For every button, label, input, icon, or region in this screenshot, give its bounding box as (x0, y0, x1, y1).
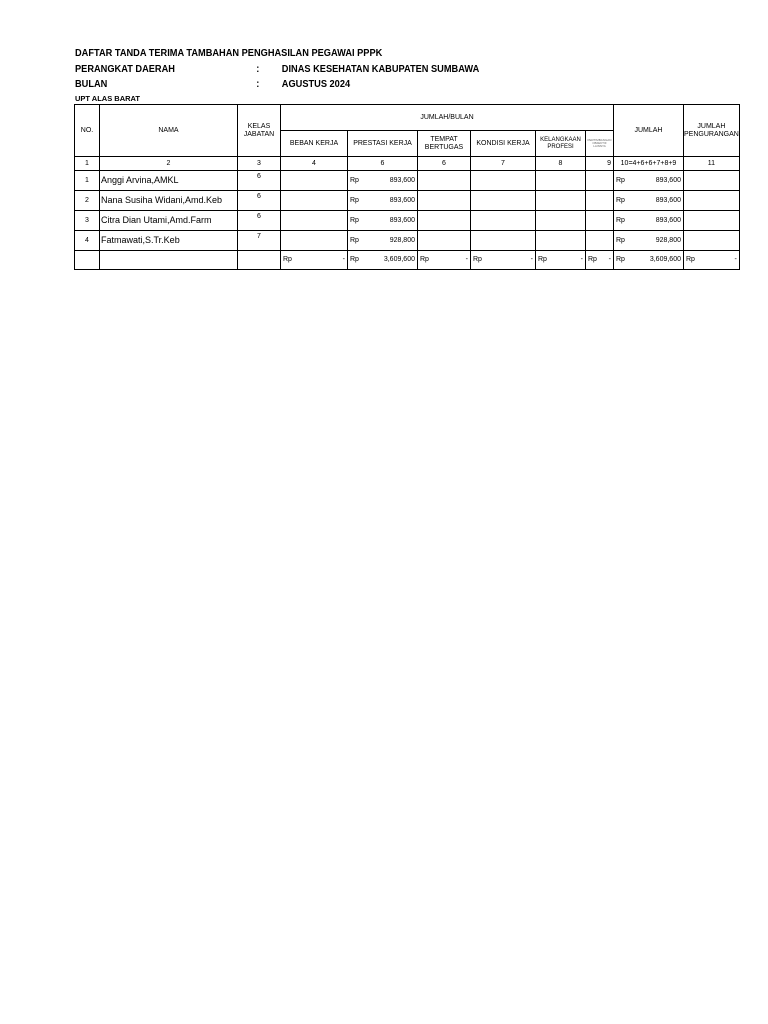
row-kelas: 6 (238, 191, 281, 211)
row-beban (281, 191, 348, 211)
col-number: 6 (348, 157, 418, 171)
row-pertimbangan (586, 211, 614, 231)
header-no: NO. (75, 105, 100, 157)
row-jumlah (614, 171, 684, 191)
header-jumlah-bulan: JUMLAH/BULAN (281, 105, 614, 131)
amount: 928,800 (389, 236, 415, 244)
row-beban (281, 171, 348, 191)
row-pengurangan (684, 231, 740, 251)
total-pertimbangan (586, 251, 614, 270)
currency: Rp (350, 256, 359, 264)
header-pengurangan: JUMLAH PENGURANGAN (684, 105, 740, 157)
row-kelangkaan (536, 231, 586, 251)
bulan-label: BULAN (75, 78, 108, 90)
currency: Rp (420, 256, 429, 264)
row-kelangkaan (536, 211, 586, 231)
row-pengurangan (684, 191, 740, 211)
currency: Rp (473, 256, 482, 264)
amount: 928,800 (655, 236, 681, 244)
amount: - (530, 256, 533, 264)
amount: - (342, 256, 345, 264)
col-number: 8 (536, 157, 586, 171)
currency: Rp (538, 256, 547, 264)
row-kondisi (471, 211, 536, 231)
header-nama: NAMA (100, 105, 238, 157)
row-tempat (418, 231, 471, 251)
row-no: 2 (75, 191, 100, 211)
row-beban (281, 211, 348, 231)
currency: Rp (616, 236, 625, 244)
amount: 3,609,600 (383, 256, 415, 264)
header-pertimbangan: PERTIMBANGAN OBJEKTIF LAINNYA (586, 131, 614, 157)
row-jumlah (614, 231, 684, 251)
header-prestasi: PRESTASI KERJA (348, 131, 418, 157)
total-kelas (238, 251, 281, 270)
amount: 893,600 (655, 216, 681, 224)
col-number: 2 (100, 157, 238, 171)
bulan-value: AGUSTUS 2024 (281, 78, 351, 90)
row-tempat (418, 211, 471, 231)
row-prestasi (348, 171, 418, 191)
row-pengurangan (684, 211, 740, 231)
row-no: 1 (75, 171, 100, 191)
currency: Rp (616, 176, 625, 184)
amount: 893,600 (389, 216, 415, 224)
row-kelas: 6 (238, 171, 281, 191)
col-number: 4 (281, 157, 348, 171)
row-no: 3 (75, 211, 100, 231)
row-pertimbangan (586, 171, 614, 191)
amount: - (734, 256, 737, 264)
total-no (75, 251, 100, 270)
bulan-colon: : (256, 78, 260, 90)
row-nama: Nana Susiha Widani,Amd.Keb (100, 191, 238, 211)
perangkat-label: PERANGKAT DAERAH (75, 63, 175, 75)
row-prestasi (348, 231, 418, 251)
row-beban (281, 231, 348, 251)
amount: 893,600 (655, 196, 681, 204)
col-number: 6 (418, 157, 471, 171)
row-pertimbangan (586, 191, 614, 211)
total-beban (281, 251, 348, 270)
currency: Rp (350, 196, 359, 204)
amount: 893,600 (389, 176, 415, 184)
tpp-table (74, 104, 740, 270)
total-tempat (418, 251, 471, 270)
row-prestasi (348, 211, 418, 231)
currency: Rp (283, 256, 292, 264)
col-number: 1 (75, 157, 100, 171)
row-jumlah (614, 191, 684, 211)
header-tempat: TEMPAT BERTUGAS (418, 131, 471, 157)
total-row (75, 251, 740, 270)
total-jumlah (614, 251, 684, 270)
row-kelangkaan (536, 171, 586, 191)
row-pertimbangan (586, 231, 614, 251)
col-number: 3 (238, 157, 281, 171)
column-number-row (75, 157, 740, 171)
perangkat-colon: : (256, 63, 260, 75)
header-jumlah: JUMLAH (614, 105, 684, 157)
col-number: 7 (471, 157, 536, 171)
amount: - (465, 256, 468, 264)
row-prestasi (348, 191, 418, 211)
total-pengurangan (684, 251, 740, 270)
total-prestasi (348, 251, 418, 270)
row-jumlah (614, 211, 684, 231)
total-kelangkaan (536, 251, 586, 270)
col-number: 11 (684, 157, 740, 171)
row-kondisi (471, 191, 536, 211)
currency: Rp (616, 216, 625, 224)
header-kelangkaan: KELANGKAAN PROFESI (536, 131, 586, 157)
amount: 3,609,600 (649, 256, 681, 264)
currency: Rp (686, 256, 695, 264)
total-nama (100, 251, 238, 270)
currency: Rp (350, 176, 359, 184)
table-row (75, 171, 740, 191)
title-text: DAFTAR TANDA TERIMA TAMBAHAN PENGHASILAN PEGAWAI PPPK (75, 47, 383, 59)
table-row (75, 191, 740, 211)
upt-label: UPT ALAS BARAT (75, 94, 140, 103)
row-nama: Citra Dian Utami,Amd.Farm (100, 211, 238, 231)
table-row (75, 231, 740, 251)
currency: Rp (350, 236, 359, 244)
row-kelas: 6 (238, 211, 281, 231)
col-number: 10=4+6+6+7+8+9 (614, 157, 684, 171)
amount: 893,600 (655, 176, 681, 184)
currency: Rp (616, 196, 625, 204)
col-number: 9 (586, 157, 614, 171)
row-tempat (418, 171, 471, 191)
row-nama: Anggi Arvina,AMKL (100, 171, 238, 191)
currency: Rp (616, 256, 625, 264)
currency: Rp (350, 216, 359, 224)
row-kondisi (471, 231, 536, 251)
amount: - (608, 256, 611, 264)
row-kelas: 7 (238, 231, 281, 251)
header-beban: BEBAN KERJA (281, 131, 348, 157)
row-kelangkaan (536, 191, 586, 211)
table-row (75, 211, 740, 231)
perangkat-value: DINAS KESEHATAN KABUPATEN SUMBAWA (281, 63, 480, 75)
header-kelas: KELAS JABATAN (238, 105, 281, 157)
amount: - (580, 256, 583, 264)
header-kondisi: KONDISI KERJA (471, 131, 536, 157)
row-tempat (418, 191, 471, 211)
row-no: 4 (75, 231, 100, 251)
amount: 893,600 (389, 196, 415, 204)
row-pengurangan (684, 171, 740, 191)
row-kondisi (471, 171, 536, 191)
currency: Rp (588, 256, 597, 264)
total-kondisi (471, 251, 536, 270)
row-nama: Fatmawati,S.Tr.Keb (100, 231, 238, 251)
